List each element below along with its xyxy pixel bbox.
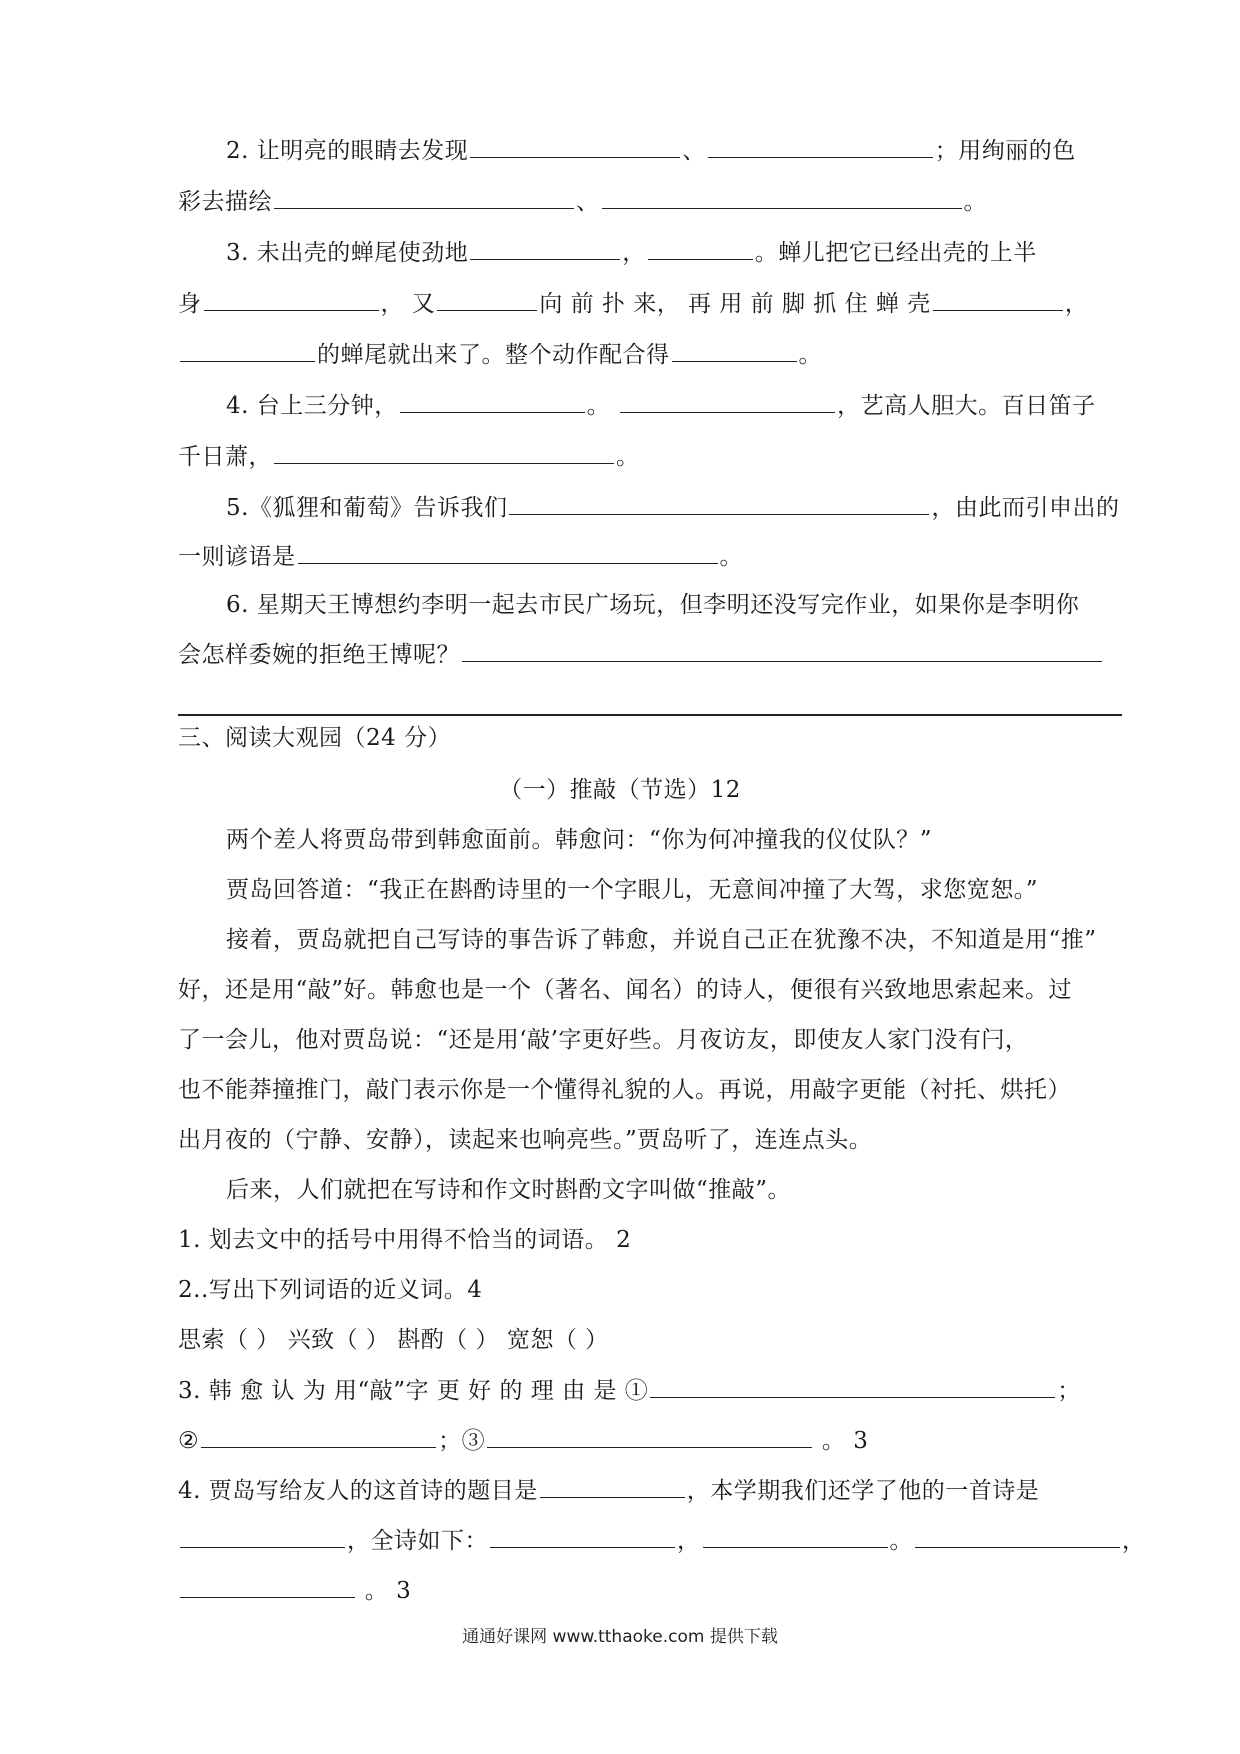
q3-line1 [226, 237, 1037, 268]
answer-blank[interactable] [540, 1475, 685, 1498]
text-segment: ，由此而引申出的 [931, 495, 1120, 521]
text-segment: 会怎样委婉的拒绝王博呢？ [178, 642, 460, 668]
text-segment: 接着，贾岛就把自己写诗的事告诉了韩愈，并说自己正在犹豫不决，不知道是用“推” [226, 927, 1097, 953]
answer-blank[interactable] [620, 390, 835, 413]
passage-p4 [226, 1175, 791, 1205]
r-q4-line1 [178, 1475, 1039, 1506]
text-segment: 彩去描绘 [178, 189, 272, 215]
answer-blank[interactable] [274, 186, 574, 209]
text-segment: 4. 贾岛写给友人的这首诗的题目是 [178, 1478, 538, 1504]
q3-line3 [178, 339, 822, 370]
q2-line2 [178, 186, 987, 217]
answer-blank[interactable] [180, 1575, 355, 1598]
text-segment: 千日萧， [178, 444, 272, 470]
answer-blank[interactable] [672, 339, 797, 362]
answer-blank[interactable] [650, 1375, 1055, 1398]
answer-blank[interactable] [470, 237, 620, 260]
text-segment: 。 [963, 189, 987, 215]
answer-blank[interactable] [509, 492, 929, 515]
passage-p3-l3 [178, 1025, 1028, 1055]
q5-line1 [226, 492, 1119, 523]
answer-blank[interactable] [298, 541, 718, 564]
r-q3-line2 [178, 1425, 868, 1456]
text-segment: 2. 让明亮的眼睛去发现 [226, 138, 469, 164]
answer-blank[interactable] [708, 135, 933, 158]
text-segment: ，全诗如下： [347, 1528, 488, 1554]
text-segment: 三、阅读大观园（24 分） [178, 725, 452, 751]
text-segment: 好，还是用“敲”好。韩愈也是一个（著名、闻名）的诗人，便很有兴致地思索起来。过 [178, 977, 1073, 1003]
answer-blank[interactable] [470, 135, 680, 158]
passage-title [0, 775, 1240, 805]
text-segment: 的蝉尾就出来了。整个动作配合得 [317, 342, 670, 368]
r-q2 [178, 1275, 482, 1305]
q6-line1 [226, 590, 1079, 620]
text-segment: ； [1057, 1378, 1081, 1404]
passage-p3-l4 [178, 1075, 1071, 1105]
text-segment: 。 [889, 1528, 913, 1554]
answer-blank[interactable] [437, 288, 537, 311]
passage-p2 [226, 875, 1038, 905]
answer-blank[interactable] [490, 1525, 675, 1548]
text-segment: 后来，人们就把在写诗和作文时斟酌文字叫做“推敲”。 [226, 1177, 792, 1203]
text-segment: 向 前 扑 来， 再 用 前 脚 抓 住 蝉 壳 [539, 291, 931, 317]
text-segment: 。 3 [814, 1428, 869, 1454]
text-segment: ， 又 [380, 291, 436, 317]
text-segment: 身 [178, 291, 202, 317]
text-segment: ；③ [438, 1428, 486, 1454]
text-segment: ， [677, 1528, 701, 1554]
text-segment: （一）推敲（节选）12 [499, 777, 741, 803]
answer-line-q6[interactable] [178, 714, 1122, 716]
answer-blank[interactable] [400, 390, 585, 413]
text-segment: ；用绚丽的色 [934, 138, 1076, 164]
passage-p1 [226, 825, 932, 855]
page-footer: 通通好课网 www.tthaoke.com 提供下载 [462, 1627, 778, 1647]
text-segment: ，艺高人胆大。百日笛子 [837, 393, 1096, 419]
q4-line1 [226, 390, 1096, 421]
answer-blank[interactable] [180, 1525, 345, 1548]
r-q2-words [178, 1325, 609, 1355]
text-segment: 6. 星期天王博想约李明一起去市民广场玩，但李明还没写完作业，如果你是李明你 [226, 592, 1080, 618]
answer-blank[interactable] [201, 1425, 436, 1448]
answer-blank[interactable] [274, 441, 614, 464]
text-segment: 、 [576, 189, 600, 215]
text-segment: ，本学期我们还学了他的一首诗是 [686, 1478, 1040, 1504]
answer-blank[interactable] [602, 186, 962, 209]
text-segment: 。 [719, 544, 743, 570]
text-segment: 一则谚语是 [178, 544, 296, 570]
answer-blank[interactable] [462, 639, 1102, 662]
text-segment: 思索（ ） 兴致（ ） 斟酌（ ） 宽恕（ ） [178, 1327, 609, 1353]
text-segment: 2..写出下列词语的近义词。4 [178, 1277, 483, 1303]
answer-blank[interactable] [648, 237, 753, 260]
text-segment: 贾岛回答道：“我正在斟酌诗里的一个字眼儿，无意间冲撞了大驾，求您宽恕。” [226, 877, 1039, 903]
text-segment: 4. 台上三分钟， [226, 393, 398, 419]
answer-blank[interactable] [180, 339, 315, 362]
text-segment: 。 [616, 444, 640, 470]
text-segment: 。 [798, 342, 822, 368]
text-segment: 1. 划去文中的括号中用得不恰当的词语。 2 [178, 1227, 632, 1253]
text-segment: 。 3 [357, 1578, 412, 1604]
text-segment: 了一会儿，他对贾岛说：“还是用‘敲’字更好些。月夜访友，即使友人家门没有闩， [178, 1027, 1029, 1053]
text-segment: ， [622, 240, 646, 266]
text-segment: 两个差人将贾岛带到韩愈面前。韩愈问：“你为何冲撞我的仪仗队？” [226, 827, 933, 853]
q4-line2 [178, 441, 640, 472]
r-q3-line1 [178, 1375, 1081, 1406]
text-segment: ， [1064, 291, 1089, 317]
text-segment: ② [178, 1428, 200, 1454]
answer-blank[interactable] [933, 288, 1063, 311]
answer-blank[interactable] [487, 1425, 812, 1448]
answer-blank[interactable] [703, 1525, 888, 1548]
q6-line2 [178, 639, 1104, 670]
text-segment: 、 [682, 138, 706, 164]
answer-blank[interactable] [915, 1525, 1120, 1548]
q5-line2 [178, 541, 743, 572]
passage-p3-l5 [178, 1125, 872, 1155]
text-segment: 。蝉儿把它已经出壳的上半 [754, 240, 1037, 266]
passage-p3-l1 [226, 925, 1097, 955]
text-segment: 3. 未出壳的蝉尾使劲地 [226, 240, 469, 266]
q2-line1 [226, 135, 1076, 166]
r-q1 [178, 1225, 631, 1255]
passage-p3-l2 [178, 975, 1072, 1005]
text-segment: 也不能莽撞推门，敲门表示你是一个懂得礼貌的人。再说，用敲字更能（衬托、烘托） [178, 1077, 1071, 1103]
text-segment: 3. 韩 愈 认 为 用“敲”字 更 好 的 理 由 是 ① [178, 1378, 649, 1404]
r-q4-line2 [178, 1525, 1146, 1556]
text-segment: ， [1122, 1528, 1146, 1554]
text-segment: 5.《狐狸和葡萄》告诉我们 [226, 495, 508, 521]
answer-blank[interactable] [204, 288, 379, 311]
section3-title [178, 723, 451, 753]
q3-line2 [178, 288, 1088, 319]
r-q4-line3 [178, 1575, 411, 1606]
text-segment: 出月夜的（宁静、安静），读起来也响亮些。”贾岛听了，连连点头。 [178, 1127, 873, 1153]
text-segment: 。 [586, 393, 619, 419]
